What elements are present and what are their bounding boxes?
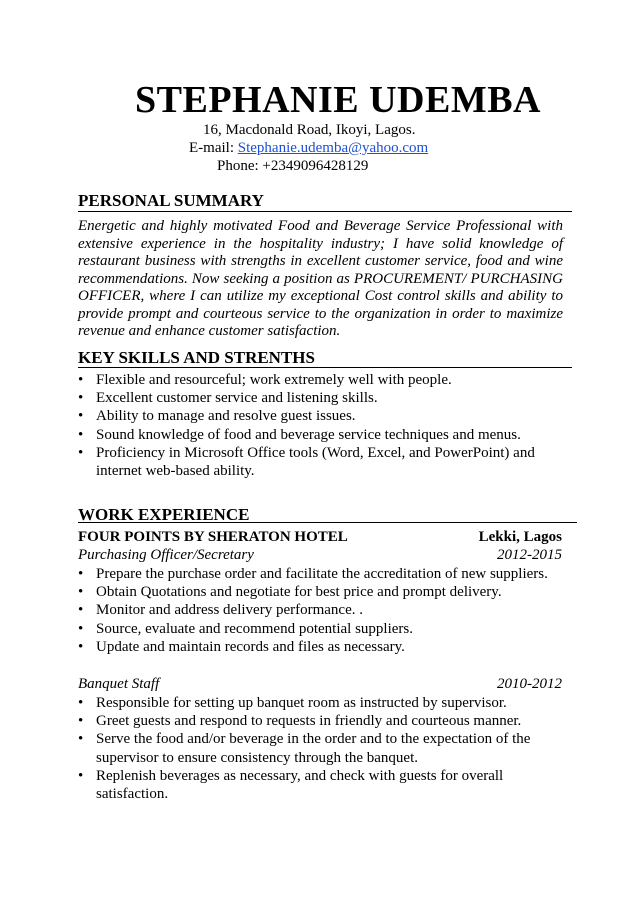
bullet-icon: • (78, 426, 84, 443)
bullet-icon: • (78, 695, 84, 711)
candidate-name: STEPHANIE UDEMBA (135, 79, 541, 121)
experience-rule (78, 522, 577, 523)
job-title-row (78, 675, 562, 693)
job-dates: 2010-2012 (497, 676, 562, 692)
list-item: • Greet guests and respond to requests in friendly and courteous manner. (78, 713, 522, 730)
list-item: • Update and maintain records and files as necessary. (78, 638, 405, 655)
bullet-icon: • (78, 731, 84, 748)
list-item: • Flexible and resourceful; work extremely well with people. (78, 372, 452, 388)
summary-text: Energetic and highly motivated Food and Beverage Service Professional with extensive experience in the hospitality industry; I have solid knowledge of restaurant business with strengths in excellent customer service, food and wine recommendations. Now seeking a position as PROCUREMENT/ PURCHASING OFFICER, where I can utilize my exceptional Cost control skills and ability to provide prompt and courteous service to the organization in order to maximize revenue and enhance customer satisfaction. (78, 218, 563, 339)
job-role: Banquet Staff (78, 676, 160, 692)
bullet-icon: • (78, 620, 84, 637)
email-link[interactable]: Stephanie.udemba@yahoo.com (237, 140, 429, 156)
summary-rule (78, 211, 572, 212)
employer-location: Lekki, Lagos (478, 529, 562, 545)
bullet-icon: • (78, 444, 84, 461)
job-role: Purchasing Officer/Secretary (78, 547, 254, 563)
bullet-icon: • (78, 713, 84, 730)
skills-heading: KEY SKILLS AND STRENTHS (78, 348, 315, 367)
employer-name: FOUR POINTS BY SHERATON HOTEL (78, 529, 348, 545)
list-item: • Ability to manage and resolve guest issues. (78, 408, 356, 425)
list-item: • Sound knowledge of food and beverage service techniques and menus. (78, 426, 521, 443)
list-item: • Excellent customer service and listening skills. (78, 390, 378, 407)
list-item: • Serve the food and/or beverage in the order and to the expectation of the supervisor to ensure consistency through the banquet. (78, 731, 531, 766)
duties-list (78, 694, 568, 803)
experience-heading: WORK EXPERIENCE (78, 505, 250, 524)
list-item: • Prepare the purchase order and facilitate the accreditation of new suppliers. (78, 566, 548, 582)
list-item: • Replenish beverages as necessary, and check with guests for overall satisfaction. (78, 767, 504, 803)
skills-rule (78, 367, 572, 368)
duties-list (78, 565, 568, 656)
job-dates: 2012-2015 (497, 547, 562, 563)
list-item: • Responsible for setting up banquet room as instructed by supervisor. (78, 695, 507, 711)
list-item: • Proficiency in Microsoft Office tools (Word, Excel, and PowerPoint) and internet web-based ability. (78, 444, 535, 480)
bullet-icon: • (78, 372, 84, 388)
list-item: • Source, evaluate and recommend potential suppliers. (78, 620, 413, 637)
bullet-icon: • (78, 390, 84, 407)
bullet-icon: • (78, 566, 84, 582)
bullet-icon: • (78, 584, 84, 601)
bullet-icon: • (78, 408, 84, 425)
bullet-icon: • (78, 767, 84, 784)
phone: Phone: +2349096428129 (217, 158, 369, 174)
bullet-icon: • (78, 602, 84, 619)
employer-row (78, 528, 562, 546)
list-item: • Monitor and address delivery performance. . (78, 602, 363, 619)
address: 16, Macdonald Road, Ikoyi, Lagos. (203, 122, 416, 138)
skills-list (78, 371, 568, 480)
job-title-row (78, 546, 562, 564)
email-line (189, 139, 428, 157)
bullet-icon: • (78, 638, 84, 655)
email-label: E-mail: (189, 140, 234, 156)
summary-heading: PERSONAL SUMMARY (78, 191, 264, 210)
list-item: • Obtain Quotations and negotiate for best price and prompt delivery. (78, 584, 502, 601)
